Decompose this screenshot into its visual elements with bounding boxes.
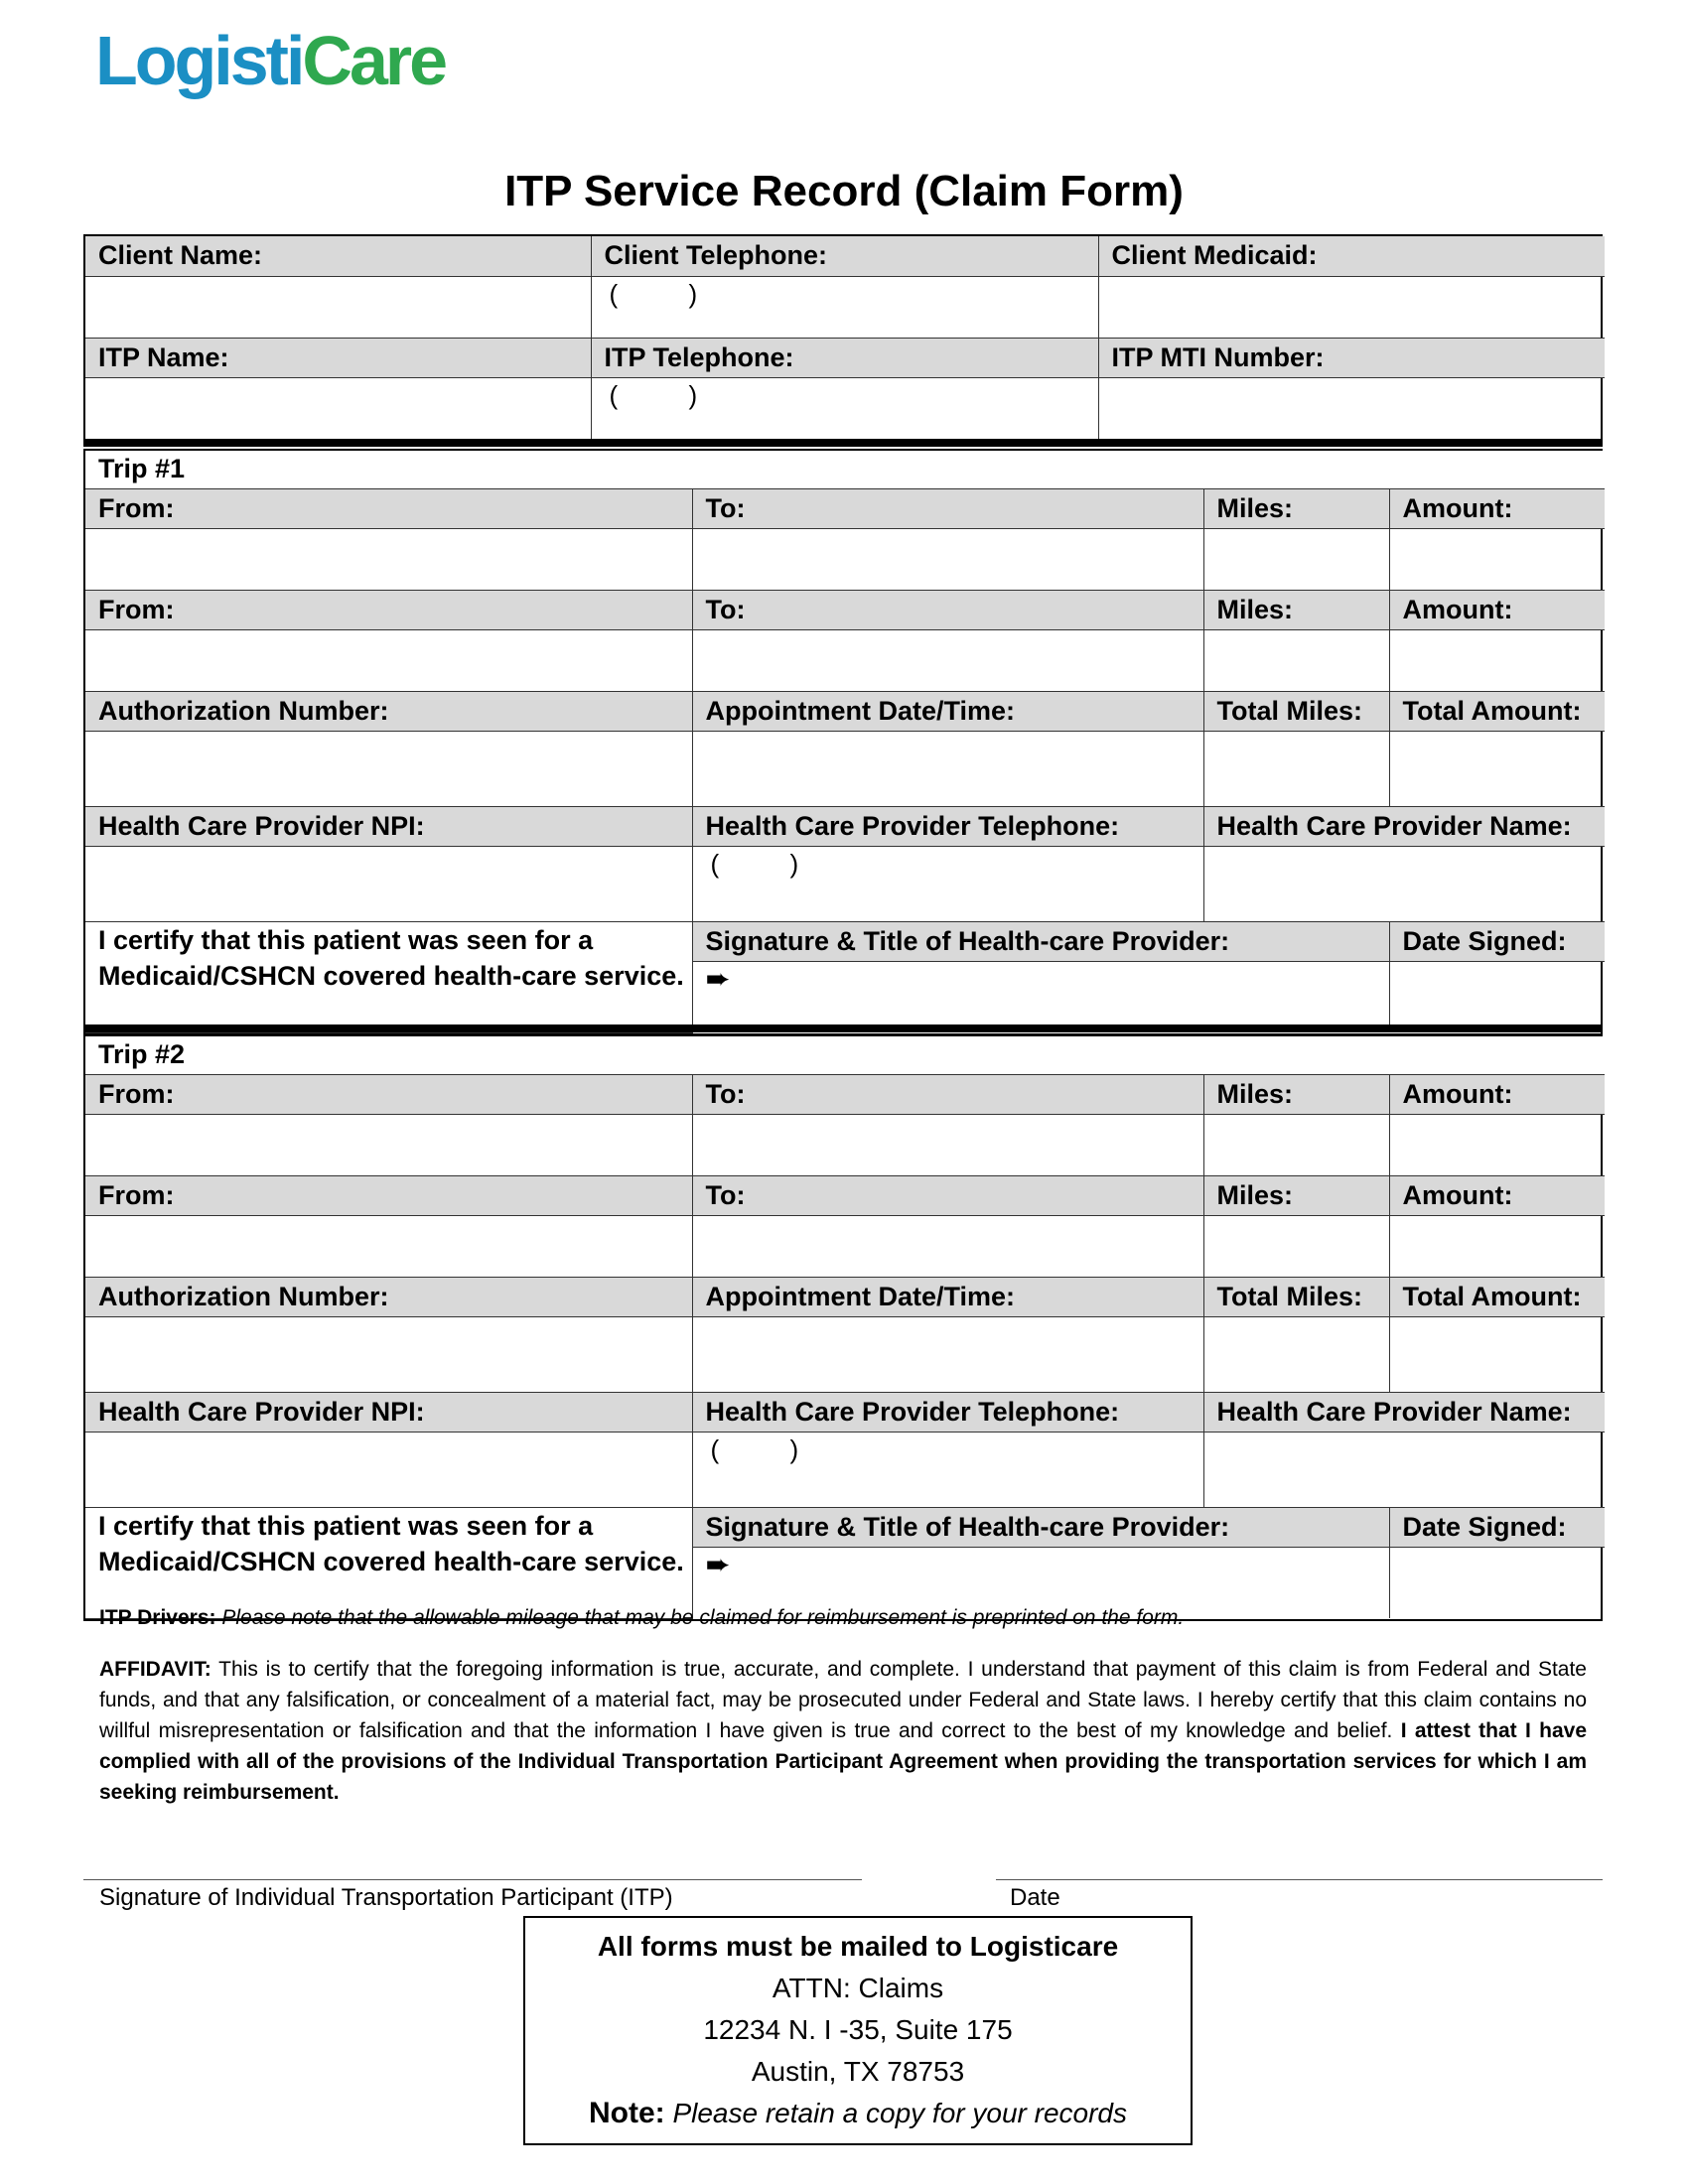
miles-field[interactable] bbox=[1203, 629, 1389, 691]
amount-label: Amount: bbox=[1389, 488, 1605, 528]
date-signed-field[interactable] bbox=[1389, 961, 1605, 1032]
date-label: Date bbox=[1010, 1884, 1060, 1911]
section-divider bbox=[83, 439, 1603, 447]
mailing-heading: All forms must be mailed to Logisticare bbox=[597, 1931, 1119, 1962]
itp-drivers-note: ITP Drivers: Please note that the allowable mileage that may be claimed for reimbursement is preprinted on the form. bbox=[99, 1606, 1185, 1629]
from-field[interactable] bbox=[85, 1215, 692, 1277]
certification-statement: I certify that this patient was seen for a Medicaid/CSHCN covered health-care service. bbox=[85, 921, 692, 1032]
from-field[interactable] bbox=[85, 629, 692, 691]
mailing-street: 12234 N. I -35, Suite 175 bbox=[703, 2014, 1013, 2045]
to-label: To: bbox=[692, 1074, 1203, 1114]
provider-telephone-field[interactable]: ( ) bbox=[692, 846, 1203, 921]
authorization-number-label: Authorization Number: bbox=[85, 691, 692, 731]
provider-name-label: Health Care Provider Name: bbox=[1203, 1392, 1605, 1432]
miles-label: Miles: bbox=[1203, 1175, 1389, 1215]
miles-field[interactable] bbox=[1203, 1215, 1389, 1277]
logisticare-logo: LogistiCare bbox=[95, 22, 446, 99]
itp-telephone-field[interactable]: ( ) bbox=[591, 377, 1098, 439]
total-amount-label: Total Amount: bbox=[1389, 1277, 1605, 1316]
pointer-arrow-icon: ➨ bbox=[705, 1548, 731, 1581]
provider-npi-field[interactable] bbox=[85, 846, 692, 921]
provider-npi-label: Health Care Provider NPI: bbox=[85, 1392, 692, 1432]
amount-field[interactable] bbox=[1389, 528, 1605, 590]
itp-name-label: ITP Name: bbox=[85, 338, 591, 377]
to-field[interactable] bbox=[692, 1215, 1203, 1277]
amount-label: Amount: bbox=[1389, 1074, 1605, 1114]
total-amount-field[interactable] bbox=[1389, 1316, 1605, 1392]
authorization-number-label: Authorization Number: bbox=[85, 1277, 692, 1316]
to-label: To: bbox=[692, 488, 1203, 528]
total-miles-label: Total Miles: bbox=[1203, 1277, 1389, 1316]
from-label: From: bbox=[85, 590, 692, 629]
itp-signature-line[interactable] bbox=[83, 1879, 862, 1880]
provider-telephone-field[interactable]: ( ) bbox=[692, 1432, 1203, 1507]
total-amount-label: Total Amount: bbox=[1389, 691, 1605, 731]
miles-field[interactable] bbox=[1203, 528, 1389, 590]
form-title: ITP Service Record (Claim Form) bbox=[504, 167, 1184, 215]
from-label: From: bbox=[85, 488, 692, 528]
trip-heading: Trip #1 bbox=[85, 451, 1605, 488]
to-field[interactable] bbox=[692, 629, 1203, 691]
mailing-note: Note: Please retain a copy for your records bbox=[589, 2097, 1127, 2129]
amount-field[interactable] bbox=[1389, 1114, 1605, 1175]
miles-label: Miles: bbox=[1203, 1074, 1389, 1114]
date-signed-label: Date Signed: bbox=[1389, 921, 1605, 961]
from-label: From: bbox=[85, 1175, 692, 1215]
miles-label: Miles: bbox=[1203, 488, 1389, 528]
mailing-attn: ATTN: Claims bbox=[772, 1973, 944, 2003]
amount-label: Amount: bbox=[1389, 1175, 1605, 1215]
itp-mti-number-field[interactable] bbox=[1098, 377, 1605, 439]
miles-field[interactable] bbox=[1203, 1114, 1389, 1175]
client-section bbox=[83, 234, 1603, 441]
provider-signature-field[interactable] bbox=[692, 961, 1389, 1032]
appointment-datetime-field[interactable] bbox=[692, 731, 1203, 806]
provider-npi-field[interactable] bbox=[85, 1432, 692, 1507]
to-field[interactable] bbox=[692, 1114, 1203, 1175]
provider-signature-label: Signature & Title of Health-care Provider: bbox=[692, 921, 1389, 961]
pointer-arrow-icon: ➨ bbox=[705, 962, 731, 996]
provider-telephone-label: Health Care Provider Telephone: bbox=[692, 1392, 1203, 1432]
certification-statement: I certify that this patient was seen for a Medicaid/CSHCN covered health-care service. bbox=[85, 1507, 692, 1618]
miles-label: Miles: bbox=[1203, 590, 1389, 629]
to-field[interactable] bbox=[692, 528, 1203, 590]
from-label: From: bbox=[85, 1074, 692, 1114]
to-label: To: bbox=[692, 1175, 1203, 1215]
provider-telephone-label: Health Care Provider Telephone: bbox=[692, 806, 1203, 846]
mailing-instructions-box bbox=[523, 1916, 1193, 2145]
total-miles-label: Total Miles: bbox=[1203, 691, 1389, 731]
trip-2-section bbox=[83, 1034, 1603, 1621]
appointment-datetime-field[interactable] bbox=[692, 1316, 1203, 1392]
provider-name-field[interactable] bbox=[1203, 1432, 1605, 1507]
provider-npi-label: Health Care Provider NPI: bbox=[85, 806, 692, 846]
provider-name-field[interactable] bbox=[1203, 846, 1605, 921]
date-line[interactable] bbox=[996, 1879, 1603, 1880]
total-miles-field[interactable] bbox=[1203, 731, 1389, 806]
client-medicaid-field[interactable] bbox=[1098, 276, 1605, 338]
client-medicaid-label: Client Medicaid: bbox=[1098, 236, 1605, 276]
provider-name-label: Health Care Provider Name: bbox=[1203, 806, 1605, 846]
itp-signature-label: Signature of Individual Transportation Participant (ITP) bbox=[99, 1884, 673, 1911]
itp-mti-number-label: ITP MTI Number: bbox=[1098, 338, 1605, 377]
to-label: To: bbox=[692, 590, 1203, 629]
mailing-city: Austin, TX 78753 bbox=[751, 2056, 965, 2087]
itp-telephone-label: ITP Telephone: bbox=[591, 338, 1098, 377]
appointment-datetime-label: Appointment Date/Time: bbox=[692, 691, 1203, 731]
amount-label: Amount: bbox=[1389, 590, 1605, 629]
total-miles-field[interactable] bbox=[1203, 1316, 1389, 1392]
trip-heading: Trip #2 bbox=[85, 1036, 1605, 1074]
appointment-datetime-label: Appointment Date/Time: bbox=[692, 1277, 1203, 1316]
from-field[interactable] bbox=[85, 528, 692, 590]
client-name-label: Client Name: bbox=[85, 236, 591, 276]
client-telephone-label: Client Telephone: bbox=[591, 236, 1098, 276]
client-name-field[interactable] bbox=[85, 276, 591, 338]
trip-1-section bbox=[83, 449, 1603, 1035]
affidavit-text: AFFIDAVIT: This is to certify that the foregoing information is true, accurate, and complete. I understand that payment of this claim is from Federal and State funds, and that any falsification, or concealment of a material fact, may be prosecuted under Federal and State laws. I hereby certify that this claim contains no willful misrepresentation or falsification and that the information I have given is true and correct to the best of my knowledge and belief. I attest that I have complied with all of the provisions of the Individual Transportation Participant Agreement when providing the transportation services for which I am seeking reimbursement. bbox=[99, 1658, 1588, 1804]
itp-name-field[interactable] bbox=[85, 377, 591, 439]
provider-signature-label: Signature & Title of Health-care Provider: bbox=[692, 1507, 1389, 1547]
amount-field[interactable] bbox=[1389, 629, 1605, 691]
section-divider bbox=[83, 1024, 1603, 1032]
authorization-number-field[interactable] bbox=[85, 1316, 692, 1392]
total-amount-field[interactable] bbox=[1389, 731, 1605, 806]
from-field[interactable] bbox=[85, 1114, 692, 1175]
amount-field[interactable] bbox=[1389, 1215, 1605, 1277]
client-telephone-field[interactable]: ( ) bbox=[591, 276, 1098, 338]
date-signed-label: Date Signed: bbox=[1389, 1507, 1605, 1547]
authorization-number-field[interactable] bbox=[85, 731, 692, 806]
